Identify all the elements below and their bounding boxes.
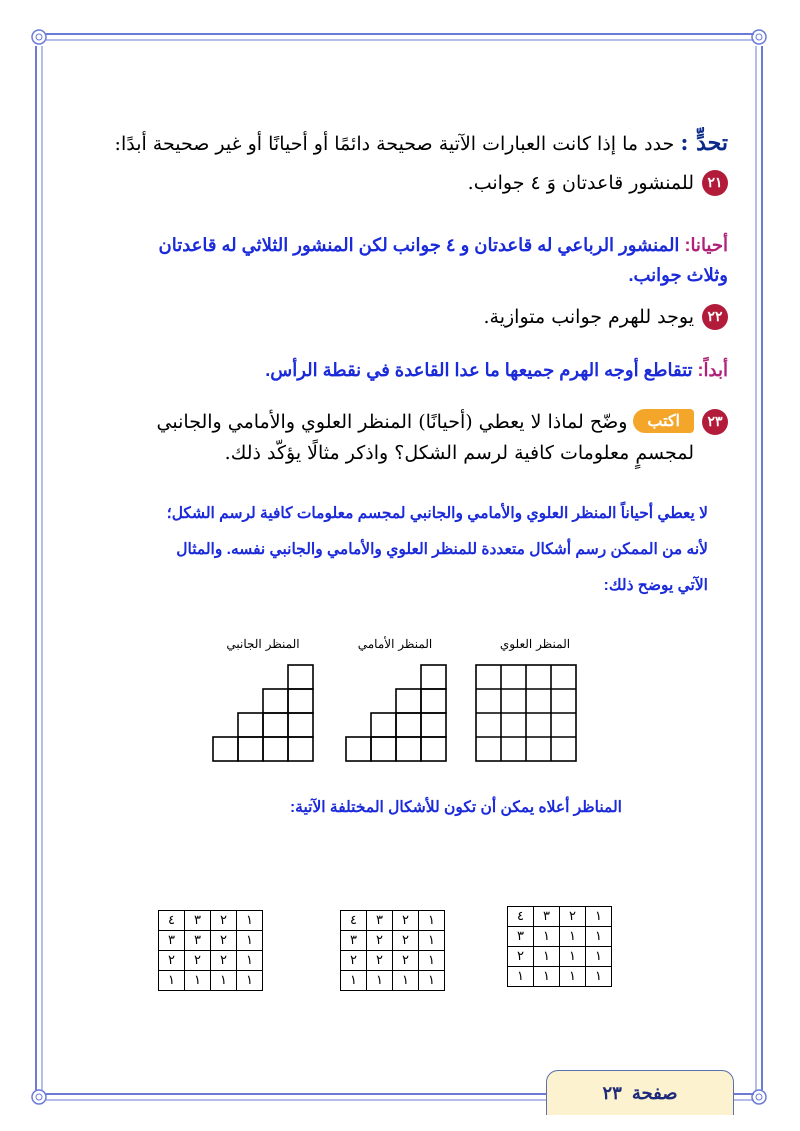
write-badge: اكتب	[633, 409, 694, 433]
grid-cell: ٢	[393, 951, 419, 971]
grid-cell: ١	[560, 967, 586, 987]
grid-row	[341, 931, 445, 951]
answer-21-text: المنشور الرباعي له قاعدتان و ٤ جوانب لكن المنشور الثلاثي له قاعدتان وثلاث جوانب.	[158, 235, 728, 285]
grid-cell: ١	[586, 927, 612, 947]
answer-23-line-2: لأنه من الممكن رسم أشكال متعددة للمنظر العلوي والأمامي والجانبي نفسه. والمثال	[176, 541, 708, 558]
grid-cell: ٤	[159, 911, 185, 931]
grid-row	[159, 971, 263, 991]
grid-cell: ٣	[159, 931, 185, 951]
shape-grid-3	[158, 910, 263, 991]
grid-cell: ١	[586, 907, 612, 927]
question-21-text: للمنشور قاعدتان وَ ٤ جوانب.	[467, 172, 694, 194]
page-label: صفحة	[631, 1082, 678, 1104]
grid-cell: ١	[419, 951, 445, 971]
grid-cell: ٣	[367, 911, 393, 931]
front-view-label: المنظر الأمامي	[357, 637, 433, 651]
grid-cell: ١	[534, 947, 560, 967]
grid-cell: ١	[534, 927, 560, 947]
grid-cell: ١	[159, 971, 185, 991]
grid-cell: ١	[393, 971, 419, 991]
grid-cell: ١	[419, 911, 445, 931]
grid-cell: ٢	[211, 951, 237, 971]
grid-row	[159, 931, 263, 951]
grid-cell: ١	[237, 971, 263, 991]
grid-cell: ٣	[185, 931, 211, 951]
grid-cell: ١	[341, 971, 367, 991]
grid-cell: ٢	[185, 951, 211, 971]
shapes-caption: المناظر أعلاه يمكن أن تكون للأشكال المختلفة الآتية:	[289, 799, 622, 816]
grid-row	[508, 907, 612, 927]
grid-row	[341, 911, 445, 931]
grid-cell: ٢	[560, 907, 586, 927]
question-23-line-1: وضّح لماذا لا يعطي (أحيانًا) المنظر العلوي والأمامي والجانبي	[156, 411, 628, 433]
grid-cell: ١	[367, 971, 393, 991]
question-22-text: يوجد للهرم جوانب متوازية.	[483, 306, 694, 328]
grid-cell: ١	[586, 967, 612, 987]
grid-row	[508, 967, 612, 987]
challenge-label: تحدٍّ :	[680, 130, 728, 156]
question-number-21: ٢١	[702, 170, 728, 196]
top-view-grid	[476, 665, 576, 761]
front-view-grid	[346, 665, 446, 761]
grid-cell: ٢	[508, 947, 534, 967]
grid-cell: ٢	[341, 951, 367, 971]
grid-cell: ٣	[534, 907, 560, 927]
side-view-grid	[213, 665, 313, 761]
answer-21-keyword: أحيانا:	[684, 235, 728, 255]
answer-22-keyword: أبداً:	[697, 360, 728, 380]
grid-cell: ١	[508, 967, 534, 987]
question-number-22: ٢٢	[702, 304, 728, 330]
grid-row	[508, 947, 612, 967]
grid-cell: ١	[534, 967, 560, 987]
question-23-line-2: لمجسمٍ معلومات كافية لرسم الشكل؟ واذكر مثالًا يؤكّد ذلك.	[224, 442, 694, 464]
answer-23-line-3: الآتي يوضح ذلك:	[603, 577, 708, 594]
shape-grid-2	[340, 910, 445, 991]
grid-cell: ١	[560, 927, 586, 947]
grid-row	[159, 951, 263, 971]
grid-cell: ١	[560, 947, 586, 967]
shape-grid-1	[507, 906, 612, 987]
grid-cell: ٤	[508, 907, 534, 927]
grid-cell: ٢	[211, 911, 237, 931]
question-number-23: ٢٣	[702, 409, 728, 435]
grid-row	[341, 951, 445, 971]
grid-cell: ١	[419, 971, 445, 991]
grid-cell: ١	[237, 931, 263, 951]
answer-23-line-1: لا يعطي أحياناً المنظر العلوي والأمامي والجانبي لمجسم معلومات كافية لرسم الشكل؛	[166, 505, 708, 522]
grid-cell: ٤	[341, 911, 367, 931]
grid-cell: ٢	[393, 911, 419, 931]
grid-cell: ٣	[341, 931, 367, 951]
page-number: ٢٣	[602, 1082, 622, 1104]
page-number-tab	[546, 1070, 734, 1115]
grid-row	[341, 971, 445, 991]
grid-cell: ٢	[159, 951, 185, 971]
grid-cell: ٣	[185, 911, 211, 931]
top-view-label: المنظر العلوي	[499, 637, 571, 651]
grid-cell: ٣	[508, 927, 534, 947]
grid-cell: ١	[185, 971, 211, 991]
grid-cell: ٢	[211, 931, 237, 951]
side-view-label: المنظر الجانبي	[226, 637, 300, 651]
grid-row	[159, 911, 263, 931]
grid-cell: ٢	[393, 931, 419, 951]
grid-cell: ١	[586, 947, 612, 967]
grid-cell: ١	[237, 911, 263, 931]
grid-cell: ١	[419, 931, 445, 951]
challenge-text: حدد ما إذا كانت العبارات الآتية صحيحة دائمًا أو أحيانًا أو غير صحيحة أبدًا:	[114, 133, 675, 155]
grid-cell: ١	[237, 951, 263, 971]
grid-cell: ٢	[367, 951, 393, 971]
grid-cell: ٢	[367, 931, 393, 951]
grid-cell: ١	[211, 971, 237, 991]
grid-row	[508, 927, 612, 947]
answer-22-text: تتقاطع أوجه الهرم جميعها ما عدا القاعدة في نقطة الرأس.	[265, 360, 693, 380]
